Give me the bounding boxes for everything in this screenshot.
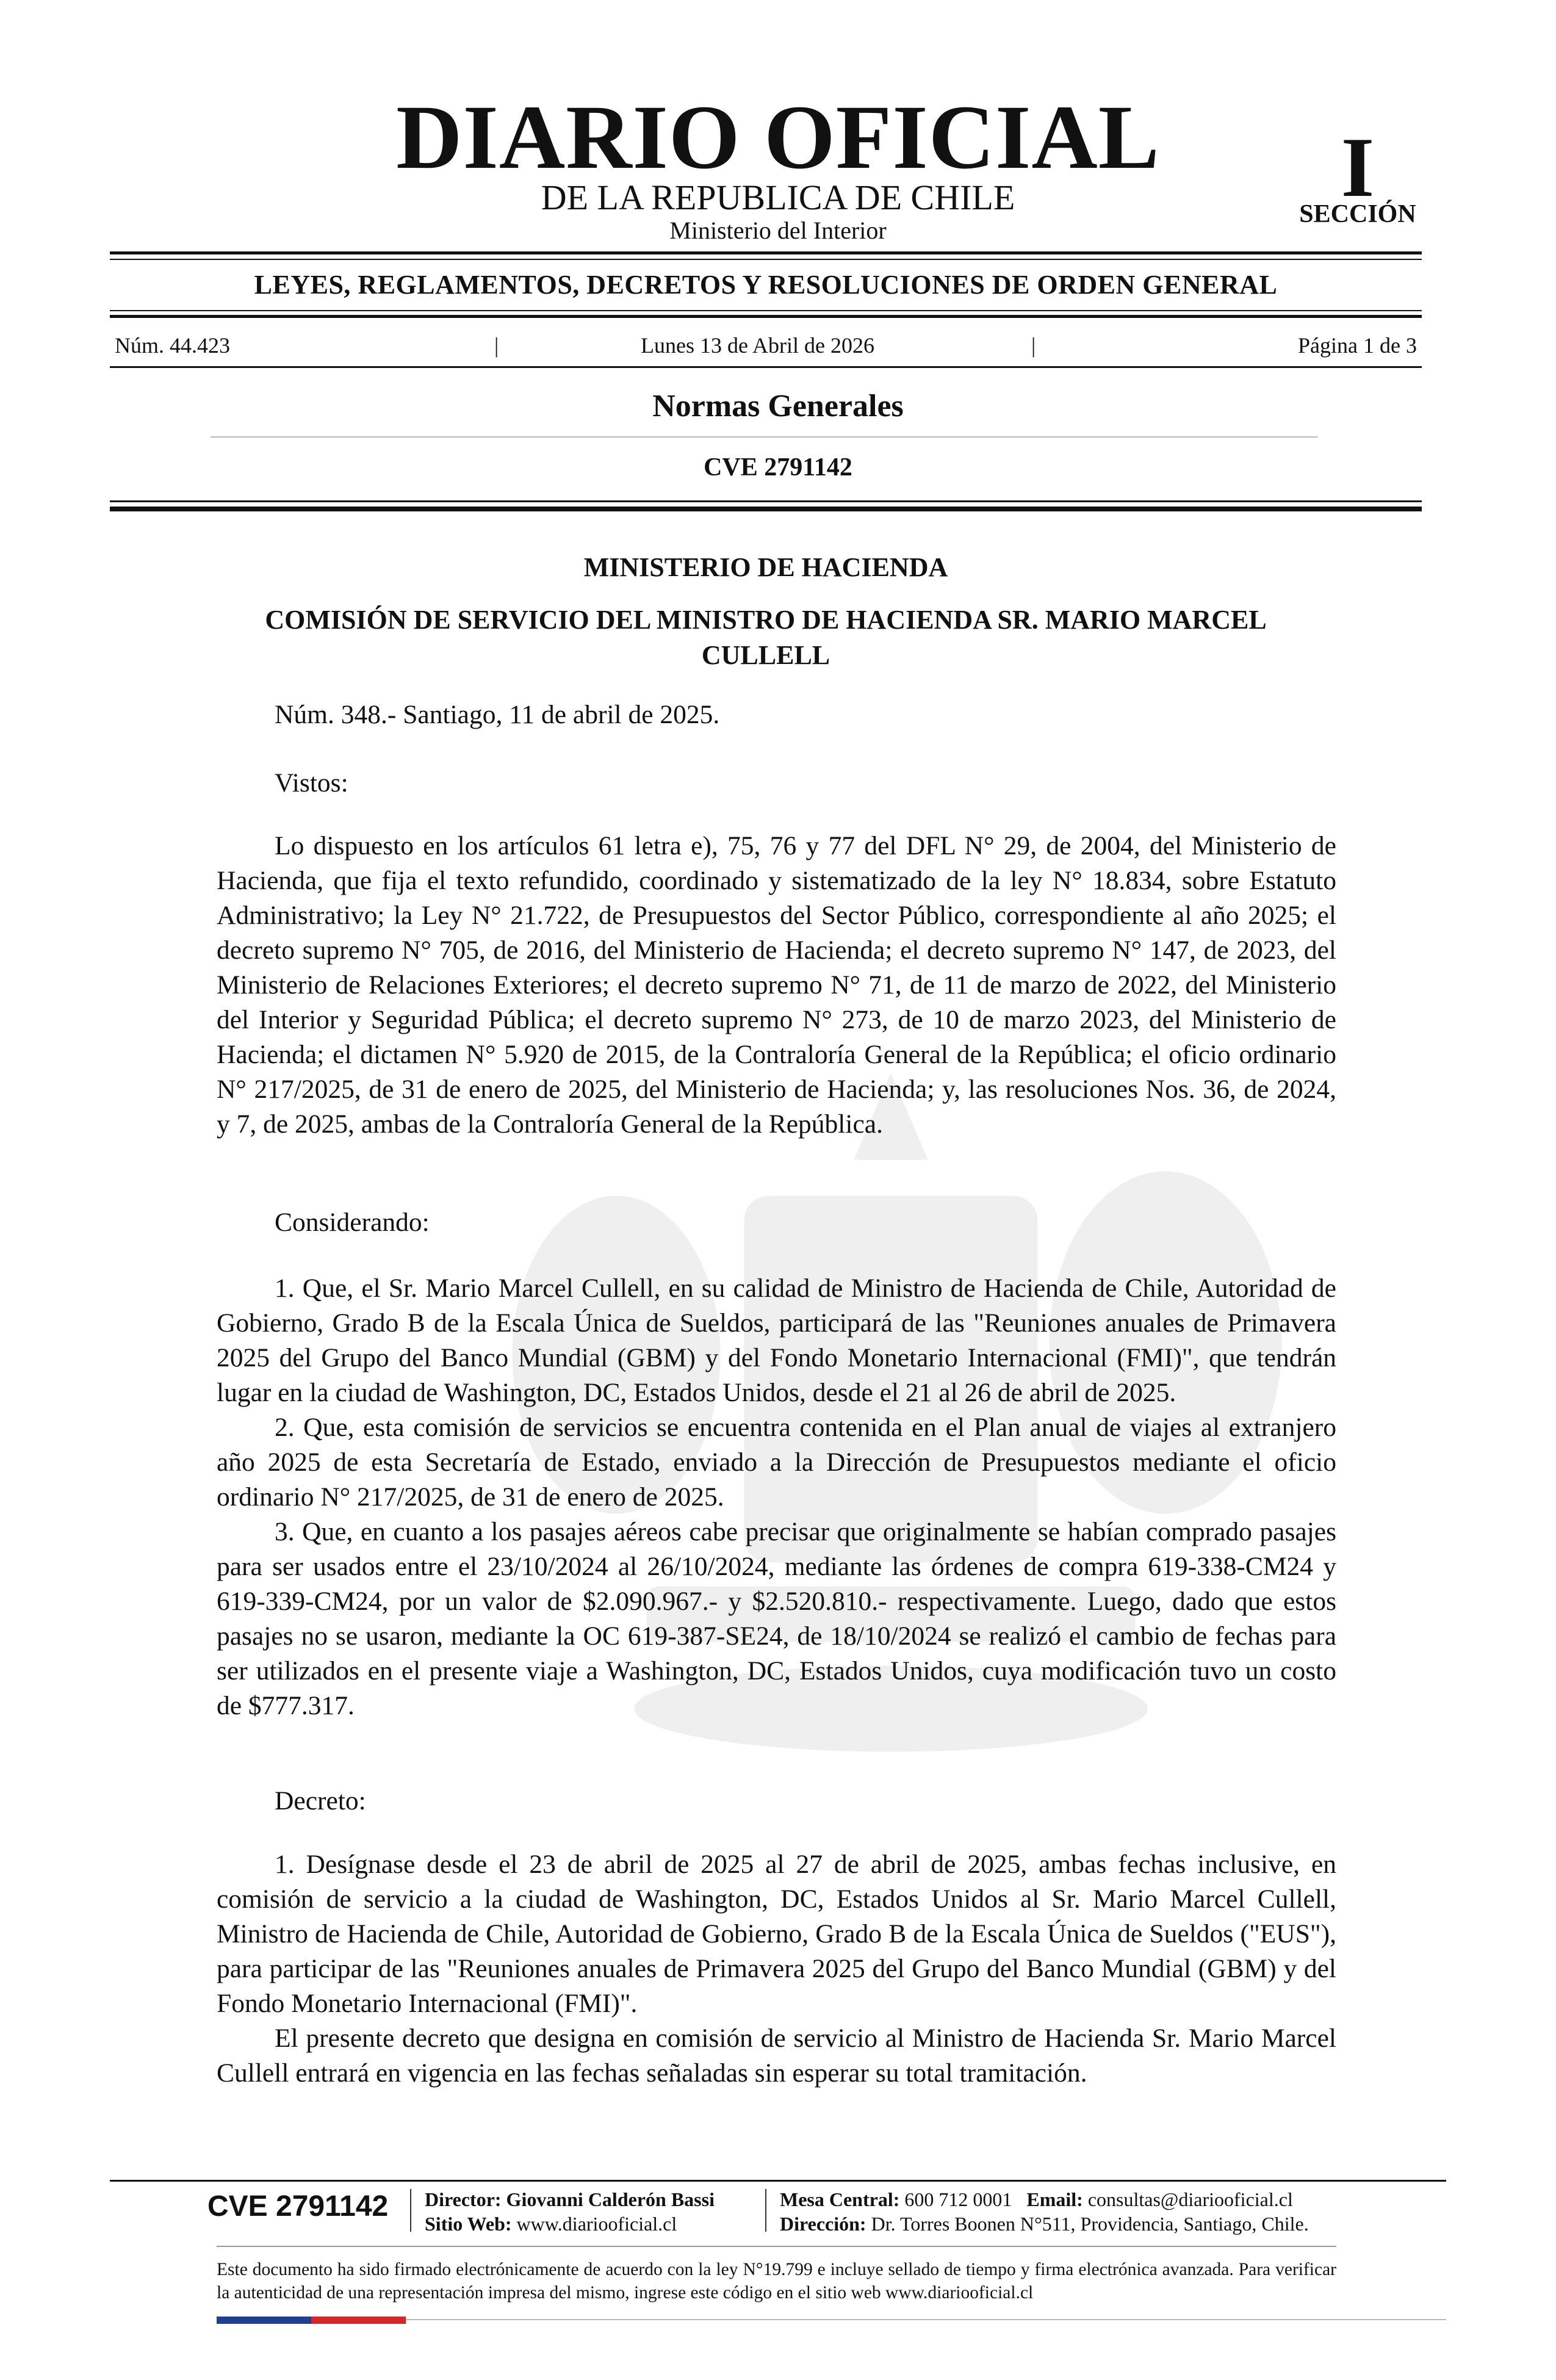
banner-rule-bottom	[110, 315, 1422, 318]
footer-separator-1	[410, 2189, 411, 2232]
website-label: Sitio Web:	[425, 2213, 512, 2235]
vistos-paragraph	[217, 829, 1336, 1142]
issue-separator-1: |	[494, 333, 499, 358]
footer-signature-note: Este documento ha sido firmado electrónicamente de acuerdo con la ley N°19.799 e incluye sellado de tiempo y firma electrónica avanzada. Para verificar la autenticidad de una representación impresa del mismo, ingrese este código en el sitio web www.diariooficial.cl	[217, 2260, 1336, 2302]
masthead-rule-top	[110, 251, 1422, 254]
vistos-label: Vistos:	[275, 768, 348, 798]
footer-rule-mid	[217, 2246, 1336, 2247]
footer-director-block	[425, 2187, 715, 2236]
issue-number: Núm. 44.423	[115, 333, 230, 358]
decreto-item-2: El presente decreto que designa en comisión de servicio al Ministro de Hacienda Sr. Mario Marcel Cullell entrará en vigencia en las fechas señaladas sin esperar su total tramitación.	[217, 2024, 1336, 2088]
footer-separator-2	[765, 2189, 766, 2232]
considerando-item-3: 3. Que, en cuanto a los pasajes aéreos cabe precisar que originalmente se habían comprado pasajes para ser usados entre el 23/10/2024 al 26/10/2024, mediante las órdenes de compra 619-338-CM24 y 619-339-CM24, por un valor de $2.090.967.- y $2.520.810.- respectivamente. Luego, dado que estos pasajes no se usaron, mediante la OC 619-387-SE24, de 18/10/2024 se realizó el cambio de fechas para ser utilizados en el presente viaje a Washington, DC, Estados Unidos, cuya modificación tuvo un costo de $777.317.	[217, 1517, 1336, 1720]
flag-stripe-blue	[217, 2317, 311, 2324]
issue-separator-2: |	[1031, 333, 1036, 358]
address-text: Dr. Torres Boonen N°511, Providencia, Santiago, Chile.	[871, 2213, 1309, 2235]
email-label: Email:	[1026, 2188, 1083, 2210]
newspaper-title: DIARIO OFICIAL	[396, 87, 1160, 188]
considerando-label: Considerando:	[275, 1208, 430, 1237]
laws-banner: LEYES, REGLAMENTOS, DECRETOS Y RESOLUCIONES DE ORDEN GENERAL	[254, 270, 1278, 300]
decreto-label: Decreto:	[275, 1786, 366, 1816]
commission-heading: COMISIÓN DE SERVICIO DEL MINISTRO DE HACIENDA SR. MARIO MARCEL CULLELL	[265, 605, 1267, 670]
cve-code: CVE 2791142	[704, 453, 852, 481]
footer-contact-block	[780, 2187, 1309, 2236]
section-number: I	[1341, 120, 1375, 215]
decreto-list	[217, 1847, 1336, 2091]
category-rule	[211, 436, 1318, 438]
section-category: Normas Generales	[652, 389, 904, 424]
mesa-label: Mesa Central:	[780, 2188, 900, 2210]
issue-date: Lunes 13 de Abril de 2026	[641, 333, 874, 358]
ministry-heading: MINISTERIO DE HACIENDA	[583, 552, 948, 582]
footer-cve-code: CVE 2791142	[207, 2190, 389, 2223]
flag-stripe-red	[311, 2317, 406, 2324]
cve-rule-thin	[110, 500, 1422, 502]
email-link[interactable]: consultas@diariooficial.cl	[1087, 2188, 1293, 2210]
considerando-list	[217, 1271, 1336, 1723]
cve-rule-thick	[110, 507, 1422, 511]
newspaper-subtitle: DE LA REPUBLICA DE CHILE	[541, 178, 1015, 217]
director-label: Director:	[425, 2188, 502, 2210]
footer-rule-top	[110, 2180, 1446, 2182]
issue-rule	[110, 366, 1422, 368]
masthead-rule-thin	[110, 259, 1422, 260]
vistos-text: Lo dispuesto en los artículos 61 letra e), 75, 76 y 77 del DFL N° 29, de 2004, del Ministerio de Hacienda, que fija el texto refundido, coordinado y sistematizado de la ley N° 18.834, sobre Estatuto Administrativo; la Ley N° 21.722, de Presupuestos del Sector Público, correspondiente al año 2025; el decreto supremo N° 705, de 2016, del Ministerio de Hacienda; el decreto supremo N° 147, de 2023, del Ministerio de Relaciones Exteriores; el decreto supremo N° 71, de 11 de marzo de 2022, del Ministerio del Interior y Seguridad Pública; el decreto supremo N° 273, de 10 de marzo 2023, del Ministerio de Hacienda; el dictamen N° 5.920 de 2015, de la Contraloría General de la República; el oficio ordinario N° 217/2025, de 31 de enero de 2025, del Ministerio de Hacienda; y, las resoluciones Nos. 36, de 2024, y 7, de 2025, ambas de la Contraloría General de la República.	[217, 831, 1336, 1139]
website-link[interactable]: www.diariooficial.cl	[516, 2213, 677, 2235]
decree-number-line: Núm. 348.- Santiago, 11 de abril de 2025.	[275, 700, 720, 729]
newspaper-ministry: Ministerio del Interior	[669, 217, 887, 244]
mesa-phone: 600 712 0001	[904, 2188, 1012, 2210]
decreto-item-1: 1. Desígnase desde el 23 de abril de 2025 al 27 de abril de 2025, ambas fechas inclusive, en comisión de servicio a la ciudad de Washington, DC, Estados Unidos al Sr. Mario Marcel Cullell, Ministro de Hacienda de Chile, Autoridad de Gobierno, Grado B de la Escala Única de Sueldos ("EUS"), para participar de las "Reuniones anuales de Primavera 2025 del Grupo del Banco Mundial (GBM) y del Fondo Monetario Internacional (FMI)".	[217, 1850, 1336, 2018]
director-name: Giovanni Calderón Bassi	[506, 2188, 715, 2210]
considerando-item-1: 1. Que, el Sr. Mario Marcel Cullell, en su calidad de Ministro de Hacienda de Chile, Autoridad de Gobierno, Grado B de la Escala Única de Sueldos, participará de las "Reuniones anuales de Primavera 2025 del Grupo del Banco Mundial (GBM) y del Fondo Monetario Internacional (FMI)", que tendrán lugar en la ciudad de Washington, DC, Estados Unidos, desde el 21 al 26 de abril de 2025.	[217, 1274, 1336, 1407]
address-label: Dirección:	[780, 2213, 866, 2235]
page-indicator: Página 1 de 3	[1298, 333, 1417, 358]
banner-rule-thin	[110, 310, 1422, 311]
section-label: SECCIÓN	[1299, 200, 1416, 228]
considerando-item-2: 2. Que, esta comisión de servicios se encuentra contenida en el Plan anual de viajes al extranjero año 2025 de esta Secretaría de Estado, enviado a la Dirección de Presupuestos mediante el oficio ordinario N° 217/2025, de 31 de enero de 2025.	[217, 1413, 1336, 1512]
footer-rule-bottom	[406, 2319, 1446, 2320]
